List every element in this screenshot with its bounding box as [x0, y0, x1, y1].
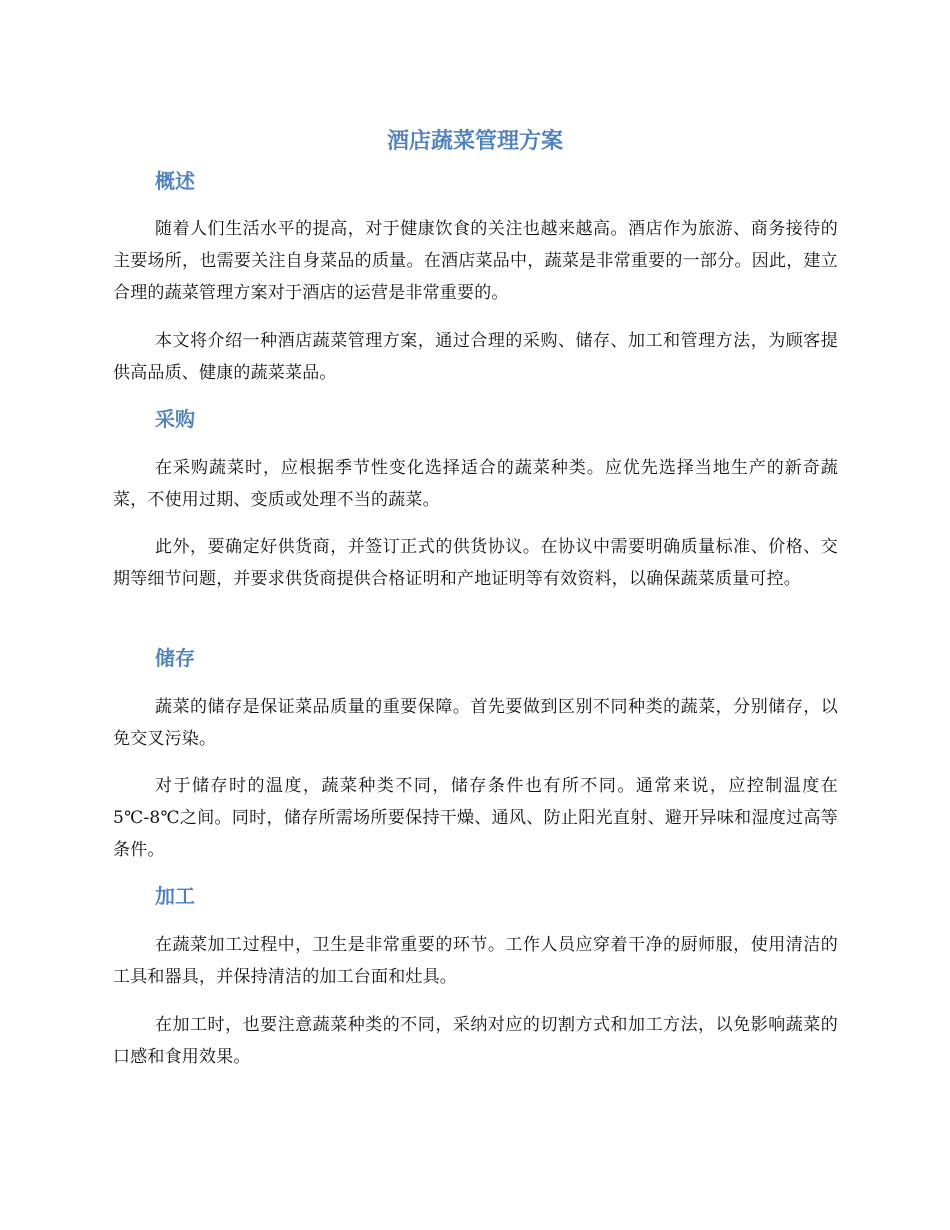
section-heading-processing: 加工 — [155, 884, 195, 908]
overview-paragraph-1: 随着人们生活水平的提高，对于健康饮食的关注也越来越高。酒店作为旅游、商务接待的主要场所，也需要关注自身菜品的质量。在酒店菜品中，蔬菜是非常重要的一部分。因此，建立合理的蔬菜管理方案对于酒店的运营是非常重要的。 — [113, 219, 838, 303]
procurement-paragraph-1: 在采购蔬菜时，应根据季节性变化选择适合的蔬菜种类。应优先选择当地生产的新奇蔬菜，不使用过期、变质或处理不当的蔬菜。 — [113, 458, 838, 510]
section-heading-procurement: 采购 — [155, 407, 195, 431]
processing-paragraph-1: 在蔬菜加工过程中，卫生是非常重要的环节。工作人员应穿着干净的厨师服，使用清洁的工具和器具，并保持清洁的加工台面和灶具。 — [113, 935, 838, 987]
procurement-paragraph-2: 此外，要确定好供货商，并签订正式的供货协议。在协议中需要明确质量标准、价格、交期等细节问题，并要求供货商提供合格证明和产地证明等有效资料，以确保蔬菜质量可控。 — [113, 537, 838, 589]
section-heading-storage: 储存 — [155, 646, 195, 670]
overview-paragraph-2: 本文将介绍一种酒店蔬菜管理方案，通过合理的采购、储存、加工和管理方法，为顾客提供高品质、健康的蔬菜菜品。 — [113, 331, 838, 383]
storage-paragraph-2: 对于储存时的温度，蔬菜种类不同，储存条件也有所不同。通常来说，应控制温度在5℃-8℃之间。同时，储存所需场所要保持干燥、通风、防止阳光直射、避开异味和湿度过高等条件。 — [113, 776, 838, 860]
storage-paragraph-1: 蔬菜的储存是保证菜品质量的重要保障。首先要做到区别不同种类的蔬菜，分别储存，以免交叉污染。 — [113, 697, 838, 749]
section-heading-overview: 概述 — [155, 169, 195, 193]
document-title: 酒店蔬菜管理方案 — [386, 129, 563, 154]
processing-paragraph-2: 在加工时，也要注意蔬菜种类的不同，采纳对应的切割方式和加工方法，以免影响蔬菜的口感和食用效果。 — [113, 1015, 838, 1067]
